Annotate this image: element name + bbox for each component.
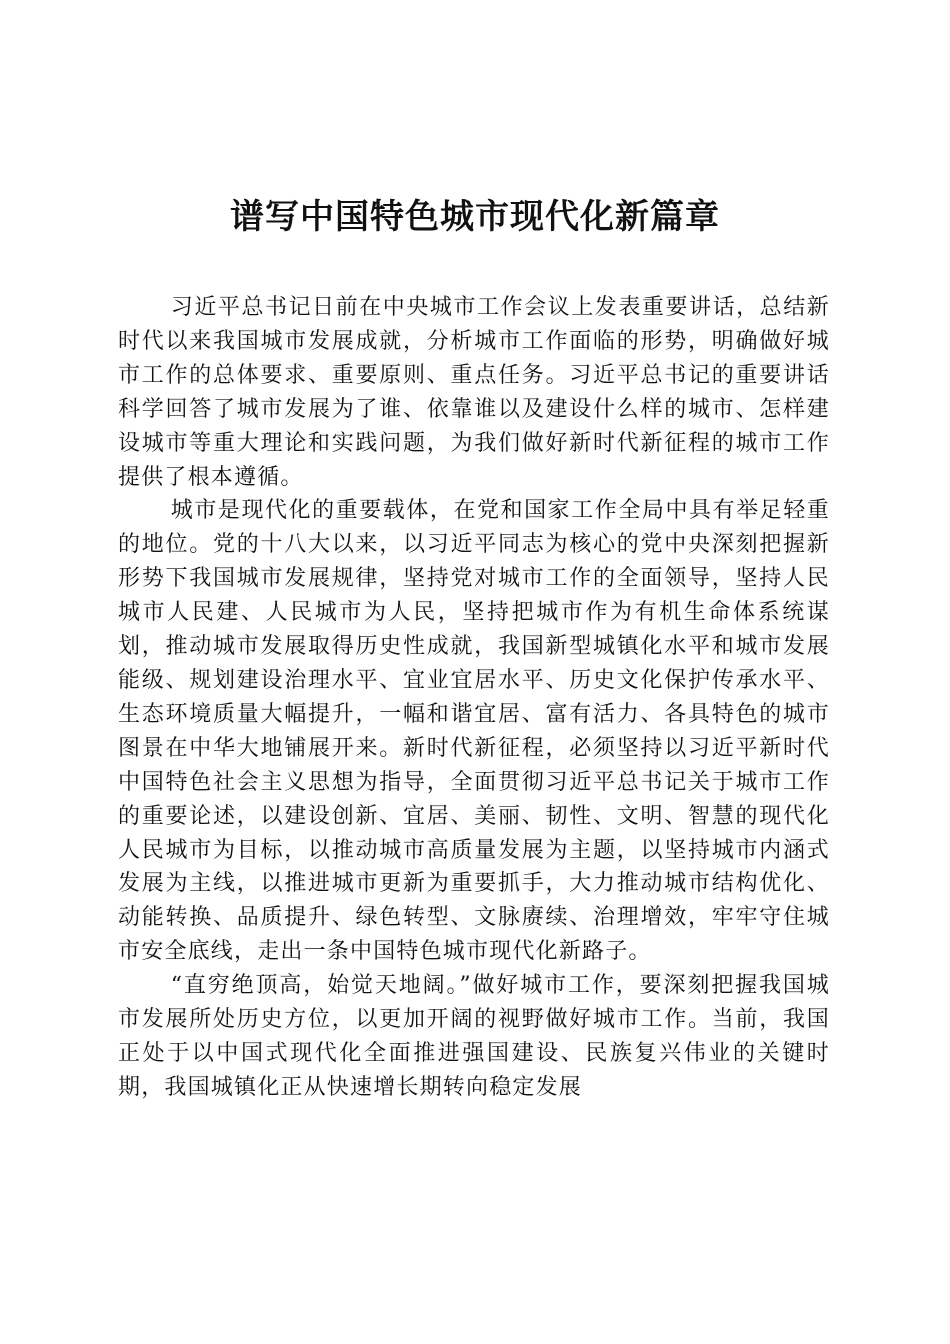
paragraph-2: 城市是现代化的重要载体，在党和国家工作全局中具有举足轻重的地位。党的十八大以来，以习近平同志为核心的党中央深刻把握新形势下我国城市发展规律，坚持党对城市工作的全面领导，坚持人民城市人民建、人民城市为人民，坚持把城市作为有机生命体系统谋划，推动城市发展取得历史性成就，我国新型城镇化水平和城市发展能级、规划建设治理水平、宜业宜居水平、历史文化保护传承水平、生态环境质量大幅提升，一幅和谐宜居、富有活力、各具特色的城市图景在中华大地铺展开来。新时代新征程，必须坚持以习近平新时代中国特色社会主义思想为指导，全面贯彻习近平总书记关于城市工作的重要论述，以建设创新、宜居、美丽、韧性、文明、智慧的现代化人民城市为目标，以推动城市高质量发展为主题，以坚持城市内涵式发展为主线，以推进城市更新为重要抓手，大力推动城市结构优化、动能转换、品质提升、绿色转型、文脉赓续、治理增效，牢牢守住城市安全底线，走出一条中国特色城市现代化新路子。 bbox=[118, 498, 830, 965]
paragraph-3: “直穷绝顶高，始觉天地阔。”做好城市工作，要深刻把握我国城市发展所处历史方位，以更加开阔的视野做好城市工作。当前，我国正处于以中国式现代化全面推进强国建设、民族复兴伟业的关键时期，我国城镇化正从快速增长期转向稳定发展 bbox=[118, 973, 830, 1100]
document-body bbox=[118, 291, 830, 1105]
paragraph-1: 习近平总书记日前在中央城市工作会议上发表重要讲话，总结新时代以来我国城市发展成就，分析城市工作面临的形势，明确做好城市工作的总体要求、重要原则、重点任务。习近平总书记的重要讲话科学回答了城市发展为了谁、依靠谁以及建设什么样的城市、怎样建设城市等重大理论和实践问题，为我们做好新时代新征程的城市工作提供了根本遵循。 bbox=[118, 295, 830, 490]
document-title: 谱写中国特色城市现代化新篇章 bbox=[230, 197, 720, 237]
